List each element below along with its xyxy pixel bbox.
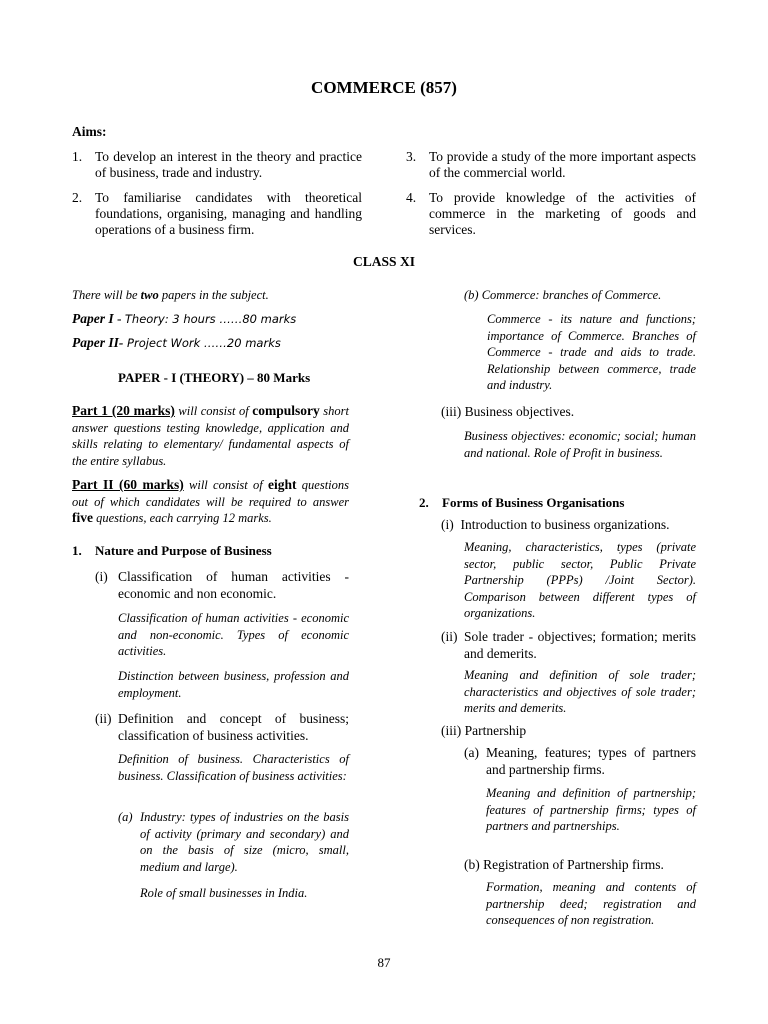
section1-item-ii: (ii) Definition and concept of business; classification of business activities. bbox=[95, 711, 349, 743]
aim-text: To develop an interest in the theory and practice of business, trade and industry. bbox=[95, 149, 362, 180]
aim-number: 2. bbox=[72, 190, 83, 205]
aim-text: To provide a study of the more important aspects of the commercial world. bbox=[429, 149, 696, 180]
section2-i-desc: Meaning, characteristics, types (private sector, public sector, Public Private Partnership (PPPs) /Joint Sector). Comparison between different types of organizations. bbox=[464, 540, 696, 620]
section1-title: Nature and Purpose of Business bbox=[95, 543, 272, 558]
section2-title: Forms of Business Organisations bbox=[442, 495, 625, 510]
intro-text: There will be two papers in the subject. bbox=[72, 288, 269, 302]
section1-ii-a: (a) Industry: types of industries on the basis of activity (primary and secondary) and on the basis of size (micro, small, medium and large). bbox=[118, 810, 349, 874]
section1-ii-desc: Definition of business. Characteristics of business. Classification of business activities: bbox=[118, 752, 349, 783]
aim-text: To provide knowledge of the activities of commerce in the marketing of goods and services. bbox=[429, 190, 696, 237]
section2-number: 2. bbox=[419, 495, 429, 510]
section2-iii-b: (b) Registration of Partnership firms. bbox=[464, 857, 664, 872]
aims-label: Aims: bbox=[72, 124, 107, 139]
section1-ii-a-extra: Role of small businesses in India. bbox=[140, 886, 308, 900]
section2-iii-b-desc: Formation, meaning and contents of partnership deed; registration and consequences of non registration. bbox=[486, 880, 696, 927]
section2-item-i: (i) Introduction to business organizations. bbox=[441, 517, 670, 532]
aim-number: 4. bbox=[406, 190, 417, 205]
paper1-line: Paper I - Theory: 3 hours ……80 marks bbox=[72, 311, 297, 326]
section1-ii-b-desc: Commerce - its nature and functions; importance of Commerce. Branches of Commerce - trade and aids to trade. Relationship between commerce, trade and industry. bbox=[487, 312, 696, 392]
section1-i-desc1: Classification of human activities - economic and non-economic. Types of economic activities. bbox=[118, 611, 349, 658]
aim-item-3 bbox=[406, 149, 696, 181]
section2-item-ii: (ii) Sole trader - objectives; formation; merits and demerits. bbox=[441, 629, 696, 661]
section2-ii-desc: Meaning and definition of sole trader; characteristics and objectives of sole trader; merits and demerits. bbox=[464, 668, 696, 715]
part1-text: Part 1 (20 marks) will consist of compulsory short answer questions testing knowledge, application and skills relating to elementary/ fundamental aspects of the entire syllabus. bbox=[72, 403, 349, 468]
section1-item-iii: (iii) Business objectives. bbox=[441, 404, 575, 419]
section1-i-desc2: Distinction between business, profession and employment. bbox=[118, 669, 349, 700]
aim-number: 1. bbox=[72, 149, 83, 164]
aim-text: To familiarise candidates with theoretical foundations, organising, managing and handling operations of a business firm. bbox=[95, 190, 362, 237]
section1-ii-b: (b) Commerce: branches of Commerce. bbox=[464, 288, 662, 302]
page-title: COMMERCE (857) bbox=[311, 78, 457, 97]
section1-item-i: (i) Classification of human activities - economic and non economic. bbox=[95, 569, 349, 601]
aim-item-1 bbox=[72, 149, 362, 181]
section1-iii-desc: Business objectives: economic; social; human and national. Role of Profit in business. bbox=[464, 429, 696, 460]
section2-item-iii: (iii) Partnership bbox=[441, 723, 527, 738]
aim-item-4 bbox=[406, 190, 696, 238]
section2-iii-a-desc: Meaning and definition of partnership; features of partnership firms; types of partners and partnerships. bbox=[486, 786, 696, 833]
page-number: 87 bbox=[377, 955, 391, 970]
section2-iii-a: (a) Meaning, features; types of partners and partnership firms. bbox=[464, 745, 696, 777]
paper-heading: PAPER - I (THEORY) – 80 Marks bbox=[118, 370, 311, 385]
paper2-line: Paper II- Project Work ……20 marks bbox=[72, 335, 281, 350]
aim-number: 3. bbox=[406, 149, 417, 164]
class-heading: CLASS XI bbox=[353, 254, 415, 269]
section1-number: 1. bbox=[72, 543, 82, 558]
aim-item-2 bbox=[72, 190, 362, 238]
part2-text: Part II (60 marks) will consist of eight questions out of which candidates will be required to answer five questions, each carrying 12 marks. bbox=[72, 477, 349, 525]
